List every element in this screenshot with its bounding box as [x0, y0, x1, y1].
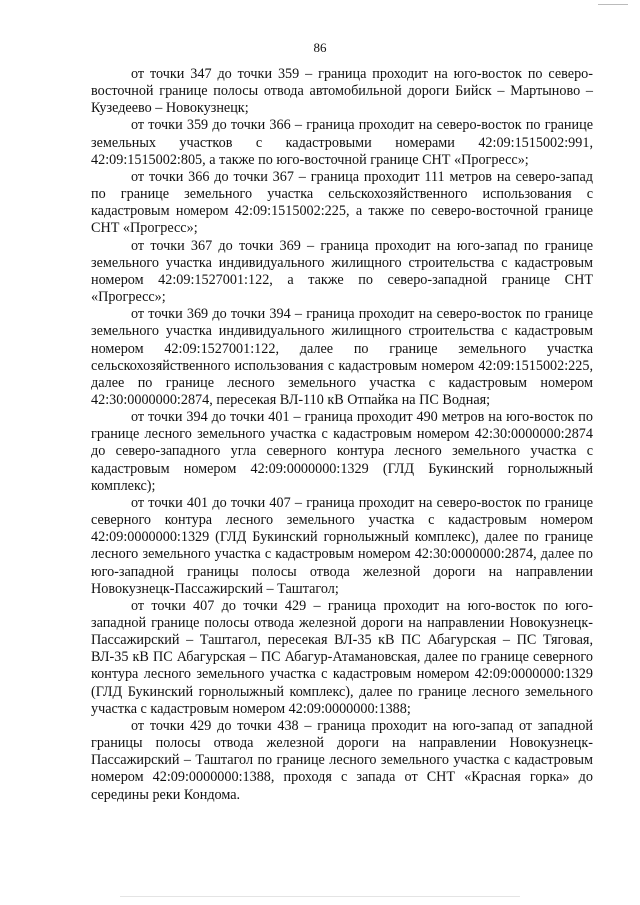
paragraph-407-429: от точки 407 до точки 429 – граница проходит на юго-восток по юго-западной границе полосы отвода железной дороги на направлении Новокузнецк-Пассажирский – Таштагол, пересекая ВЛ-35 кВ ПС Абагурская – ПС Тяговая, ВЛ-35 кВ ПС Абагурская – ПС Абагур-Атамановская, далее по границе северного контура лесного земельного участка с кадастровым номером 42:09:0000000:1329 (ГЛД Букинский горнолыжный комплекс), далее по границе лесного земельного участка с кадастровым номером 42:09:0000000:1388; — [91, 597, 593, 717]
paragraph-359-366: от точки 359 до точки 366 – граница проходит на северо-восток по границе земельных участков с кадастровыми номерами 42:09:1515002:991, 42:09:1515002:805, а также по юго-восточной границе СНТ «Прогресс»; — [91, 117, 593, 168]
paragraph-401-407: от точки 401 до точки 407 – граница проходит на северо-восток по границе северного контура лесного земельного участка с кадастровым номером 42:09:0000000:1329 (ГЛД Букинский горнолыжный комплекс), далее по границе лесного земельного участка с кадастровым номером 42:30:0000000:2874, далее по юго-западной границы полосы отвода железной дороги на направлении Новокузнецк-Пассажирский – Таштагол; — [91, 494, 593, 597]
paragraph-394-401: от точки 394 до точки 401 – граница проходит 490 метров на юго-восток по границе лесного земельного участка с кадастровым номером 42:30:0000000:2874 до северо-западного угла северного контура лесного земельного участка с кадастровым номером 42:09:0000000:1329 (ГЛД Букинский горнолыжный комплекс); — [91, 409, 593, 494]
paragraph-429-438: от точки 429 до точки 438 – граница проходит на юго-запад от западной границы полосы отвода железной дороги на направлении Новокузнецк-Пассажирский – Таштагол по границе лесного земельного участка с кадастровым номером 42:09:0000000:1388, проходя с запада от СНТ «Красная горка» до середины реки Кондома. — [91, 717, 593, 803]
document-body — [91, 66, 593, 804]
scan-noise-top-right — [598, 4, 628, 5]
paragraph-366-367: от точки 366 до точки 367 – граница проходит 111 метров на северо-запад по границе земельного участка сельскохозяйственного использования с кадастровым номером 42:09:1515002:225, а также по северо-восточной границе СНТ «Прогресс»; — [91, 168, 593, 237]
page-number: 86 — [313, 40, 327, 55]
paragraph-347-359: от точки 347 до точки 359 – граница проходит на юго-восток по северо-восточной границе полосы отвода автомобильной дороги Бийск – Мартыново – Кузедеево – Новокузнецк; — [91, 66, 593, 117]
scan-noise-bottom — [120, 896, 520, 897]
paragraph-367-369: от точки 367 до точки 369 – граница проходит на юго-запад по границе земельного участка индивидуального жилищного строительства с кадастровым номером 42:09:1527001:122, а также по северо-западной границе СНТ «Прогресс»; — [91, 237, 593, 306]
paragraph-369-394: от точки 369 до точки 394 – граница проходит на северо-восток по границе земельного участка индивидуального жилищного строительства с кадастровым номером 42:09:1527001:122, далее по границе земельного участка сельскохозяйственного использования с кадастровым номером 42:09:1515002:225, далее по границе лесного земельного участка с кадастровым номером 42:30:0000000:2874, пересекая ВЛ-110 кВ Отпайка на ПС Водная; — [91, 306, 593, 408]
